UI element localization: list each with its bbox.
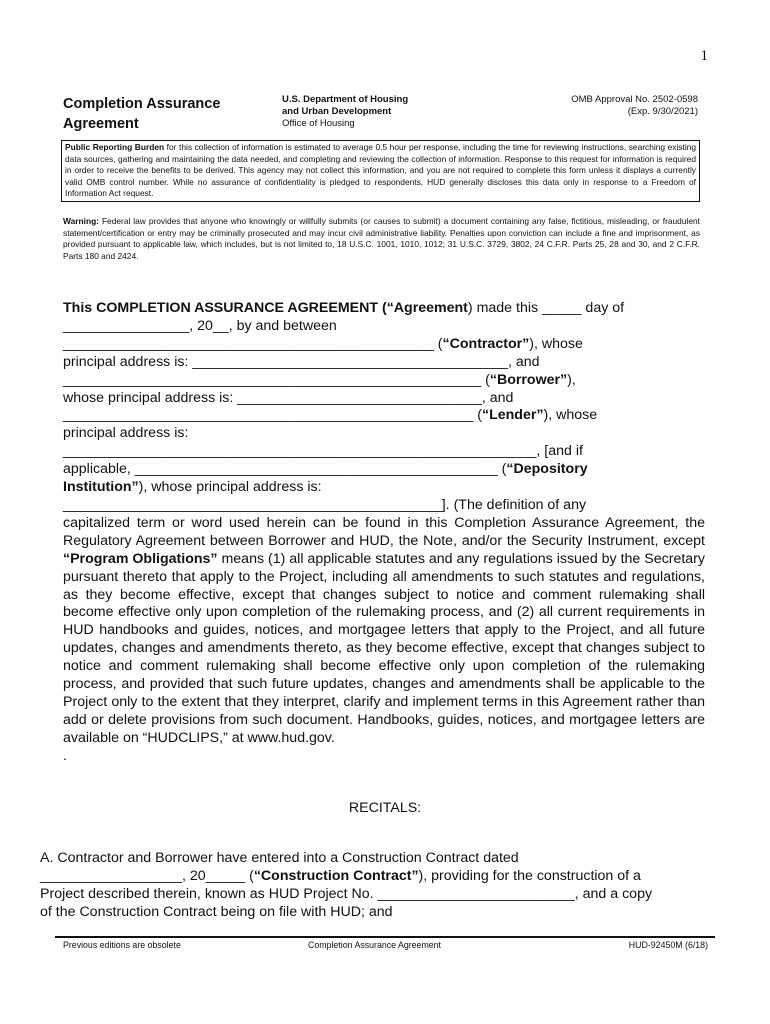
borrower-address-line: whose principal address is: _______________________________, and [63, 389, 514, 406]
borrower-text: ), [567, 371, 576, 388]
form-title-line-1: Completion Assurance [63, 96, 221, 112]
definitions-text: capitalized term or word used herein can be found in this Completion Assurance Agreement, the Regulatory Agreement between Borrower and HUD, the Note, and/or the Security Instrument, except [63, 514, 705, 549]
construction-contract-term: “Construction Contract” [253, 867, 419, 884]
definitions-paragraph [63, 515, 705, 748]
lender-blank: ____________________________________________________ ( [63, 407, 482, 424]
agreement-body [63, 300, 705, 766]
recital-a-line: Project described therein, known as HUD Project No. _________________________, and a copy [40, 885, 653, 902]
burden-label: Public Reporting Burden [65, 142, 165, 152]
lender-line [63, 407, 705, 425]
depository-address-label [63, 479, 705, 497]
warning-text: Federal law provides that anyone who knowingly or willfully submits (or causes to submit) a document containing any false, fictitious, misleading, or fraudulent statement/certification or entry may be criminally prosecuted and may incur civil administrative liability. Penalties upon conviction can include a fine and imprisonment, as provided pursuant to applicable law, which includes, but is not limited to, 18 U.S.C. 1001, 1010, 1012; 31 U.S.C. 3729, 3802, 24 C.F.R. Parts 25, 28 and 30, and 2 C.F.R. Parts 180 and 2424. [63, 216, 700, 261]
recital-a-line: A. Contractor and Borrower have entered into a Construction Contract dated [40, 850, 519, 866]
agreement-intro-bold: This COMPLETION ASSURANCE AGREEMENT ( [63, 300, 387, 316]
agency-line-3: Office of Housing [282, 118, 355, 129]
footer-center: Completion Assurance Agreement [308, 940, 442, 950]
recital-a-line [40, 868, 720, 886]
lender-term: “Lender” [481, 407, 544, 424]
contractor-blank: _______________________________________________ ( [63, 335, 443, 352]
footer-form-number: HUD-92450M (6/18) [628, 940, 708, 950]
depository-term-end: Institution” [63, 479, 139, 496]
recitals-heading: RECITALS: [348, 800, 422, 816]
contractor-text: ), whose [529, 335, 583, 352]
agreement-text: ) made this _____ day of [467, 300, 625, 316]
omb-expiration: (Exp. 9/30/2021) [627, 106, 698, 117]
form-title-line-2: Agreement [63, 116, 139, 132]
agency-line-1: U.S. Department of Housing [282, 94, 409, 105]
depository-blank: applicable, ______________________________________________ ( [63, 461, 507, 478]
agency-block [282, 94, 408, 130]
recital-a-text: ), providing for the construction of a [418, 867, 641, 884]
contractor-line [63, 336, 705, 354]
warning-notice [63, 216, 700, 262]
form-title [63, 94, 253, 134]
date-line: ________________, 20__, by and between [63, 317, 337, 334]
agency-line-2: and Urban Development [282, 106, 392, 117]
agreement-line [63, 300, 705, 318]
borrower-term: “Borrower” [489, 371, 568, 388]
recital-a-line: of the Construction Contract being on file with HUD; and [40, 903, 393, 920]
program-obligations-term: “Program Obligations” [63, 550, 218, 567]
page-number: 1 [700, 48, 708, 64]
depository-line [63, 461, 705, 479]
program-obligations-text: means (1) all applicable statutes and any regulations issued by the Secretary pursuant thereto that apply to the Project, including all amendments to such statutes and regulations, as they become effective, except that changes subject to notice and comment rulemaking shall become effective only upon completion of the rulemaking process, and (2) all current requirements in HUD handbooks and guides, notices, and mortgagee letters that apply to the Project, and all future updates, changes and amendments thereto, as they become effective, except that changes subject to notice and comment rulemaking shall become effective only upon completion of the rulemaking process, and provided that such future updates, changes and amendments shall be applicable to the Project only to the extent that they interpret, clarify and implement terms in this Agreement rather than add or delete provisions from such document. Handbooks, guides, notices, and mortgagee letters are available on “HUDCLIPS,” at www.hud.gov. [63, 550, 705, 746]
recital-a-date-blank: __________________, 20_____ ( [40, 867, 254, 884]
contractor-address-line: principal address is: ________________________________________, and [63, 353, 540, 370]
lender-address-line: ____________________________________________________________, [and if [63, 443, 583, 460]
public-reporting-burden-box [61, 140, 700, 202]
lender-text: ), whose [543, 407, 598, 424]
omb-approval [571, 94, 698, 118]
footer-divider [55, 936, 715, 938]
borrower-line [63, 372, 705, 390]
depository-address-line: ________________________________________________]. (The definition of any [63, 496, 587, 513]
burden-text: for this collection of information is estimated to average 0.5 hour per response, including the time for reviewing instructions, searching existing data sources, gathering and maintaining the data needed, and completing and reviewing the collection of information. Response to this request for information is required in order to receive the benefits to be derived. This agency may not collect this information, and you are not required to complete this form unless it displays a currently valid OMB control number. While no assurance of confidentiality is pledged to respondents, HUD generally discloses this data only in response to a Freedom of Information Act request. [65, 142, 696, 199]
warning-label: Warning: [63, 216, 99, 226]
depository-term: “Depository [506, 461, 588, 478]
recital-a [40, 850, 720, 922]
omb-number: OMB Approval No. 2502-0598 [571, 94, 698, 105]
lender-address-label: principal address is: [63, 425, 189, 442]
footer-left: Previous editions are obsolete [63, 940, 181, 950]
depository-address-text: ), whose principal address is: [138, 479, 322, 496]
trailing-dot: . [63, 747, 67, 764]
borrower-blank: _____________________________________________________ ( [63, 371, 490, 388]
contractor-term: “Contractor” [442, 335, 530, 352]
agreement-term: “Agreement [386, 300, 468, 316]
